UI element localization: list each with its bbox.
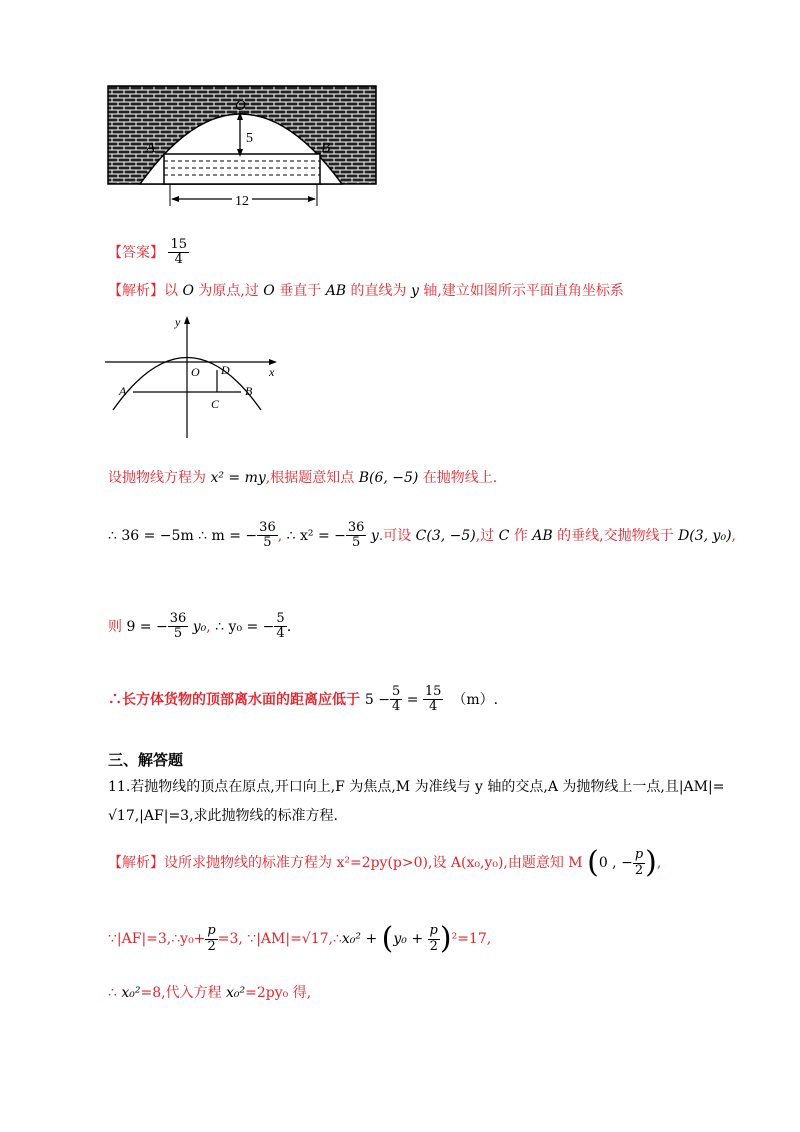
label-O: O [235, 98, 246, 114]
analysis1-line1: 【解析】以 O 为原点,过 O 垂直于 AB 的直线为 y 轴,建立如图所示平面直角坐标系 [108, 283, 624, 299]
svg-text:D: D [221, 363, 230, 377]
analysis1-line4: 则 9 = − $\frac{36}{5}$ y₀, ∴ y₀ = − $\frac{5}{4}$ . [108, 611, 292, 642]
label-A: A [146, 140, 156, 156]
answer-fraction: $\frac{15}{4}$ [170, 237, 187, 268]
section-title: 三、解答题 [108, 751, 184, 769]
label-width: 12 [235, 194, 249, 209]
label-height: 5 [246, 131, 253, 146]
svg-text:C: C [211, 397, 220, 411]
analysis1-line2: 设抛物线方程为 x² = my,根据题意知点 B(6, −5) 在抛物线上. [108, 470, 498, 486]
svg-text:x: x [269, 365, 275, 379]
svg-text:A: A [119, 384, 127, 398]
analysis1-line5: ∴长方体货物的顶部离水面的距离应低于 5 − $\frac{5}{4}$ = $\frac{15}{4}$ （m）. [108, 684, 499, 715]
label-B: B [321, 140, 331, 156]
tunnel-figure [100, 82, 385, 212]
cargo-box [164, 154, 320, 184]
analysis2-line3: ∴ x₀²=8,代入方程 x₀²=2py₀ 得, [108, 985, 312, 1001]
svg-text:O: O [191, 365, 200, 379]
answer-tag: 【答案】 [108, 244, 164, 261]
analysis2-line1: 【解析】设所求抛物线的标准方程为 x²=2py(p>0),设 A(x₀,y₀),由题意知 M (0 , − $\frac{p}{2}$ ), [108, 845, 662, 880]
question-11-line1: 11.若抛物线的顶点在原点,开口向上,F 为焦点,M 为准线与 y 轴的交点,A 为抛物线上一点,且|AM|= [108, 779, 725, 795]
svg-text:B: B [245, 384, 253, 398]
coordinate-figure [105, 310, 285, 445]
analysis2-line2: ∵|AF|=3,∴y₀+ $\frac{p}{2}$ =3, ∵|AM|=√17,∴x₀² + (y₀ + $\frac{p}{2}$ )²=17, [108, 921, 492, 956]
question-11-line2: √17,|AF|=3,求此抛物线的标准方程. [108, 808, 338, 824]
svg-text:y: y [175, 315, 181, 329]
answer-line [108, 238, 189, 268]
analysis1-line3: ∴ 36 = −5m ∴ m = − $\frac{36}{5}$ , ∴ x² = − $\frac{36}{5}$ y.可设 C(3, −5),过 C 作 AB 的垂线,交抛物线于 D(3, y₀), [108, 520, 736, 551]
